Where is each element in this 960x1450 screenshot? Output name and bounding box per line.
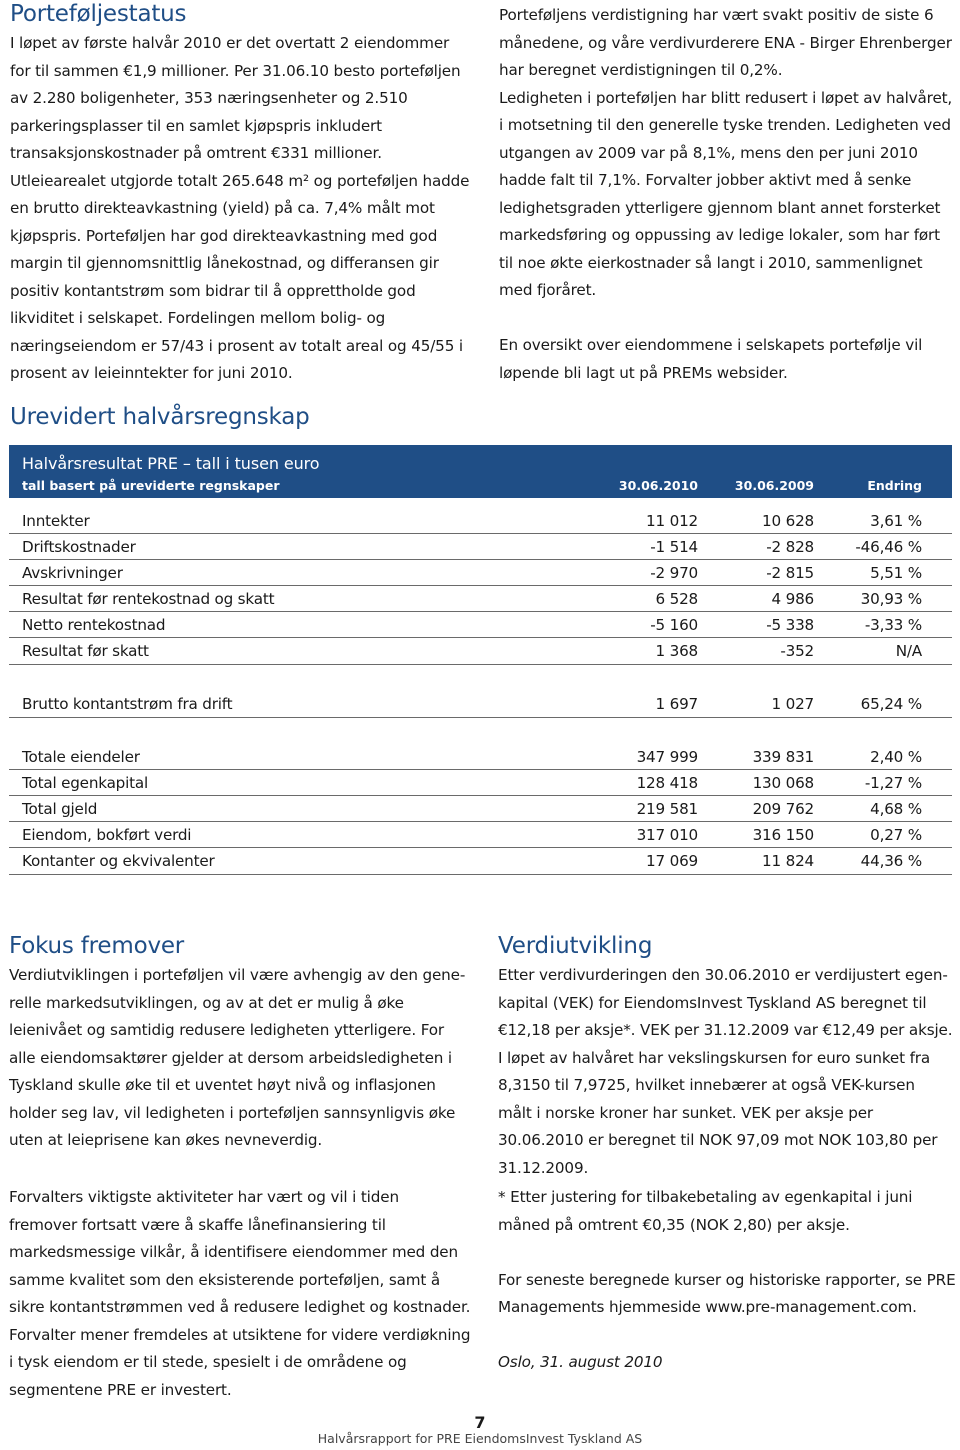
section-heading-urevidert: Urevidert halvårsregnskap bbox=[10, 404, 310, 430]
column-header-endring: Endring bbox=[867, 478, 922, 493]
value-2010: 347 999 bbox=[636, 748, 698, 766]
links-text: For seneste beregnede kurser og historiske rapporter, se PRE Managements hjemmeside www.pre-management.com. bbox=[498, 1270, 956, 1316]
oversikt-paragraph: En oversikt over eiendommene i selskapets portefølje vil løpende bli lagt ut på PREMs websider. bbox=[499, 336, 923, 382]
value-2010: -5 160 bbox=[650, 616, 698, 634]
ledighet-paragraph: Ledigheten i porteføljen har blitt redusert i løpet av halvåret, i motsetning til den generelle tyske trenden. Ledigheten ved utgangen av 2009 var på 8,1%, mens den per juni 2010 hadde falt til 7,1%. Forvalter jobber aktivt med å senke ledighetsgraden ytterligere gjennom blant annet forsterket markedsføring og oppussing av ledige lokaler, som har ført til noe økte eierkostnader så langt i 2010, sammenlignet med fjoråret. bbox=[499, 88, 953, 299]
verdiutvikling-notes bbox=[498, 1184, 956, 1377]
column-header-2010: 30.06.2010 bbox=[618, 478, 698, 493]
table-row bbox=[9, 586, 952, 612]
footnote-text: * Etter justering for tilbakebetaling av egenkapital i juni måned på omtrent €0,35 (NOK 2,80) per aksje. bbox=[498, 1188, 913, 1234]
table-row bbox=[9, 534, 952, 560]
table-row bbox=[9, 848, 952, 874]
table-group bbox=[9, 691, 952, 718]
portefolje-right-column bbox=[499, 2, 954, 387]
fokus-text-2: Forvalters viktigste aktiviteter har vært og vil i tiden fremover fortsatt være å skaffe lånefinansiering til markedsmessige vilkår, å identifisere eiendommer med den samme kvalitet som den eksisterende porteføljen, samt å sikre kontantstrømmen ved å redusere ledighet og kostnader. Forvalter mener fremdeles at utsiktene for videre verdiøkning i tysk eiendom er til stede, spesielt i de områdene og segmentene PRE er investert. bbox=[9, 1188, 471, 1399]
row-label: Resultat før rentekostnad og skatt bbox=[22, 590, 275, 608]
value-2010: 317 010 bbox=[636, 826, 698, 844]
page-number: 7 bbox=[474, 1413, 486, 1432]
value-2009: -2 815 bbox=[766, 564, 814, 582]
value-2010: -2 970 bbox=[650, 564, 698, 582]
table-row bbox=[9, 691, 952, 717]
section-heading-verdiutvikling: Verdiutvikling bbox=[498, 933, 653, 959]
row-label: Totale eiendeler bbox=[22, 748, 140, 766]
value-2010: 1 368 bbox=[655, 642, 698, 660]
value-2010: 6 528 bbox=[655, 590, 698, 608]
value-endring: 30,93 % bbox=[860, 590, 922, 608]
signature-place-date: Oslo, 31. august 2010 bbox=[498, 1353, 663, 1371]
row-label: Total egenkapital bbox=[22, 774, 149, 792]
row-label: Driftskostnader bbox=[22, 538, 136, 556]
value-2009: 130 068 bbox=[752, 774, 814, 792]
table-row bbox=[9, 796, 952, 822]
value-endring: -3,33 % bbox=[864, 616, 922, 634]
table-row bbox=[9, 822, 952, 848]
row-label: Avskrivninger bbox=[22, 564, 123, 582]
row-label: Brutto kontantstrøm fra drift bbox=[22, 695, 233, 713]
section-heading-portefoljestatus: Porteføljestatus bbox=[10, 1, 187, 27]
value-2010: 1 697 bbox=[655, 695, 698, 713]
value-2010: 219 581 bbox=[636, 800, 698, 818]
value-2010: 11 012 bbox=[646, 512, 698, 530]
value-endring: 3,61 % bbox=[870, 512, 922, 530]
fokus-text-1: Verdiutviklingen i porteføljen vil være avhengig av den generelle markedsutviklingen, og av at det er mulig å øke leienivået og samtidig redusere ledigheten ytterligere. For alle eiendomsaktører gjelder at dersom arbeidsledigheten i Tyskland skulle øke til et uventet høyt nivå og inflasjonen holder seg lav, vil ledigheten i porteføljen sannsynligvis øke uten at leieprisene kan økes nevneverdig. bbox=[9, 966, 466, 1149]
row-label: Netto rentekostnad bbox=[22, 616, 166, 634]
value-2009: 209 762 bbox=[752, 800, 814, 818]
verdiutvikling-text: Etter verdivurderingen den 30.06.2010 er verdijustert egenkapital (VEK) for EiendomsInvest Tyskland AS beregnet til €12,18 per aksje*. VEK per 31.12.2009 var €12,49 per aksje. I løpet av halvåret har vekslingskursen for euro sunket fra 8,3150 til 7,9725, hvilket innebærer at også VEK-kursen målt i norske kroner har sunket. VEK per aksje per 30.06.2010 er beregnet til NOK 97,09 mot NOK 103,80 per 31.12.2009. bbox=[498, 966, 953, 1177]
value-2010: 17 069 bbox=[646, 852, 698, 870]
portefoljestatus-paragraph bbox=[10, 30, 472, 388]
table-row bbox=[9, 770, 952, 796]
table-row bbox=[9, 744, 952, 770]
column-header-2009: 30.06.2009 bbox=[734, 478, 814, 493]
verdistigning-paragraph: Porteføljens verdistigning har vært svakt positiv de siste 6 månedene, og våre verdivurderere ENA - Birger Ehrenberger har beregnet verdistigningen til 0,2%. bbox=[499, 6, 952, 79]
row-label: Eiendom, bokført verdi bbox=[22, 826, 192, 844]
row-label: Resultat før skatt bbox=[22, 642, 149, 660]
row-label: Kontanter og ekvivalenter bbox=[22, 852, 215, 870]
value-2009: -352 bbox=[780, 642, 814, 660]
value-2009: -5 338 bbox=[766, 616, 814, 634]
value-endring: -46,46 % bbox=[855, 538, 922, 556]
value-endring: 2,40 % bbox=[870, 748, 922, 766]
value-endring: 44,36 % bbox=[860, 852, 922, 870]
value-2009: 339 831 bbox=[752, 748, 814, 766]
results-table bbox=[9, 508, 952, 901]
table-row bbox=[9, 508, 952, 534]
fokus-paragraph-2 bbox=[9, 1184, 471, 1404]
fokus-paragraph-1 bbox=[9, 962, 471, 1155]
value-2009: -2 828 bbox=[766, 538, 814, 556]
value-2009: 4 986 bbox=[771, 590, 814, 608]
footer-report-title: Halvårsrapport for PRE EiendomsInvest Tyskland AS bbox=[317, 1431, 643, 1446]
verdiutvikling-paragraph bbox=[498, 962, 953, 1182]
value-2009: 316 150 bbox=[752, 826, 814, 844]
section-heading-fokus: Fokus fremover bbox=[9, 933, 185, 959]
value-endring: 5,51 % bbox=[870, 564, 922, 582]
portefoljestatus-text: I løpet av første halvår 2010 er det overtatt 2 eiendommer for til sammen €1,9 millioner. Per 31.06.10 besto porteføljen av 2.280 boligenheter, 353 næringsenheter og 2.510 parkeringsplasser til en samlet kjøpspris inkludert transaksjonskostnader på omtrent €331 millioner. Utleiearealet utgjorde totalt 265.648 m² og porteføljen hadde en brutto direkteavkastning (yield) på ca. 7,4% målt mot kjøpspris. Porteføljen har god direkteavkastning med god margin til gjennomsnittlig lånekostnad, og differansen gir positiv kontantstrøm som bidrar til å opprettholde god likviditet i selskapet. Fordelingen mellom bolig- og næringseiendom er 57/43 i prosent av totalt areal og 45/55 i prosent av leieinntekter for juni 2010. bbox=[10, 34, 470, 382]
table-header bbox=[9, 445, 952, 498]
value-endring: 0,27 % bbox=[870, 826, 922, 844]
value-2009: 1 027 bbox=[771, 695, 814, 713]
table-subtitle: tall basert på ureviderte regnskaper bbox=[22, 478, 280, 493]
value-endring: 65,24 % bbox=[860, 695, 922, 713]
row-label: Inntekter bbox=[22, 512, 90, 530]
table-row bbox=[9, 612, 952, 638]
value-2009: 10 628 bbox=[762, 512, 814, 530]
table-row bbox=[9, 560, 952, 586]
value-endring: N/A bbox=[895, 642, 922, 660]
value-2010: -1 514 bbox=[650, 538, 698, 556]
value-2010: 128 418 bbox=[636, 774, 698, 792]
table-title: Halvårsresultat PRE – tall i tusen euro bbox=[22, 454, 320, 473]
value-2009: 11 824 bbox=[762, 852, 814, 870]
table-group bbox=[9, 508, 952, 665]
table-group bbox=[9, 744, 952, 875]
table-row bbox=[9, 638, 952, 664]
value-endring: -1,27 % bbox=[864, 774, 922, 792]
row-label: Total gjeld bbox=[22, 800, 98, 818]
value-endring: 4,68 % bbox=[870, 800, 922, 818]
